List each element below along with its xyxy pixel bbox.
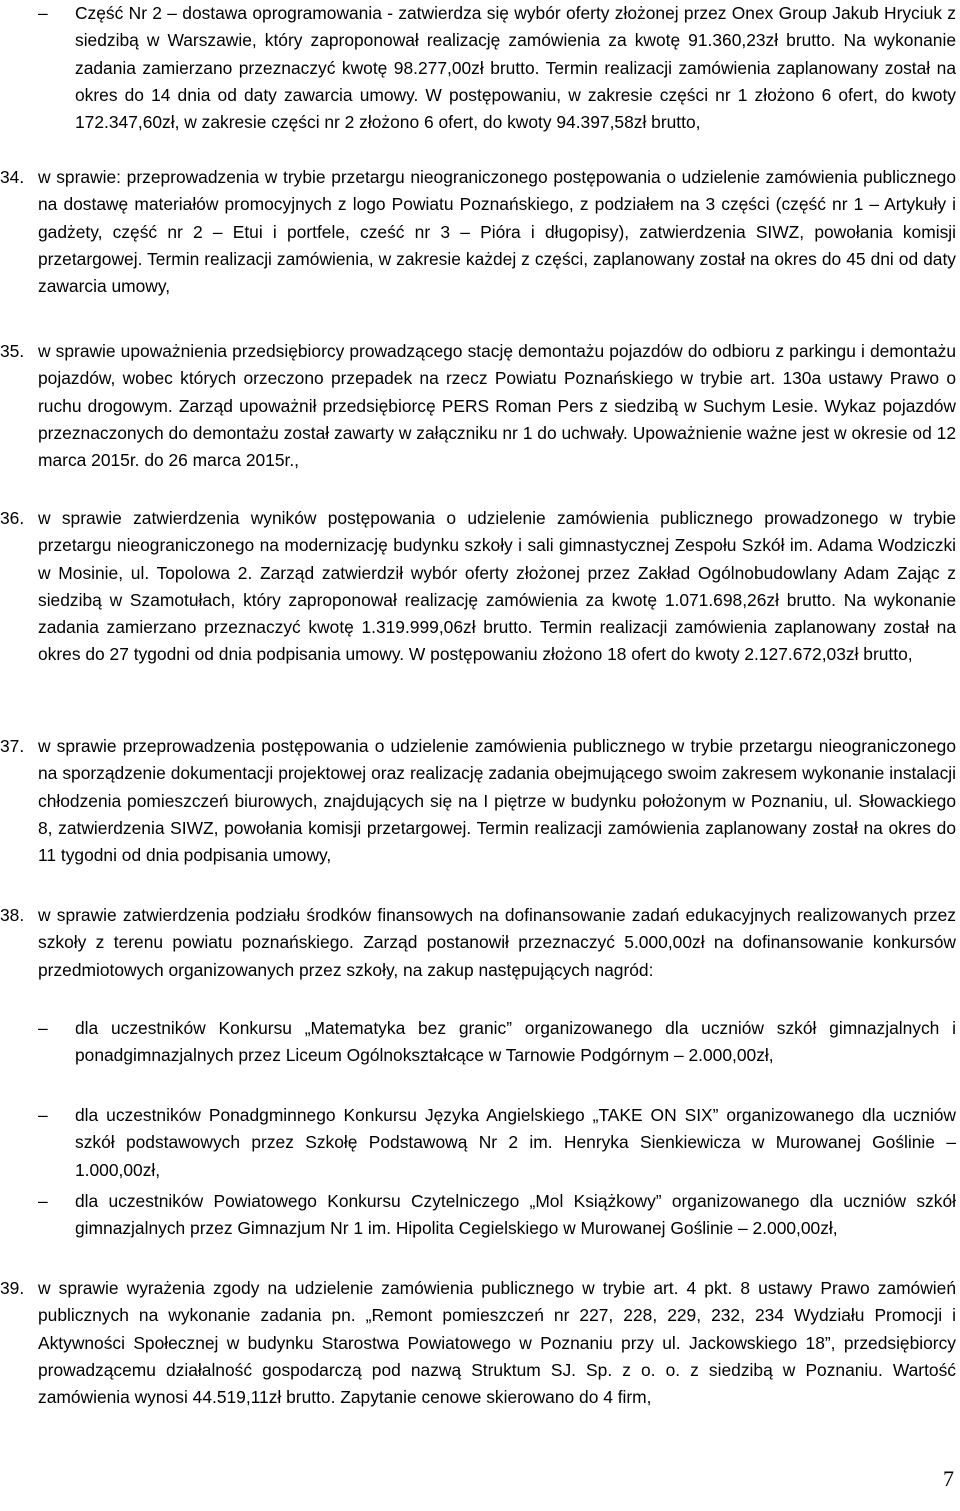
sub-list-item xyxy=(38,1188,956,1243)
item-number: 37. xyxy=(0,736,25,756)
item-text: w sprawie upoważnienia przedsiębiorcy prowadzącego stację demontażu pojazdów do odbioru z parkingu i demontażu pojazdów, wobec których orzeczono przepadek na rzecz Powiatu Poznańskiego w trybie art. 130a ustawy Prawo o ruchu drogowym. Zarząd upoważnił przedsiębiorcę PERS Roman Pers z siedzibą w Suchym Lesie. Wykaz pojazdów przeznaczonych do demontażu został zawarty w załączniku nr 1 do uchwały. Upoważnienie ważne jest w okresie od 12 marca 2015r. do 26 marca 2015r., xyxy=(38,341,956,471)
item-number: 39. xyxy=(0,1278,25,1298)
intro-text: Część Nr 2 – dostawa oprogramowania - zatwierdza się wybór oferty złożonej przez Onex Group Jakub Hryciuk z siedzibą w Warszawie, który zaproponował realizację zamówienia za kwotę 91.360,23zł brutto. Na wykonanie zadania zamierzano przeznaczyć kwotę 98.277,00zł brutto. Termin realizacji zamówienia zaplanowany został na okres do 14 dnia od daty zawarcia umowy. W postępowaniu, w zakresie części nr 1 złożono 6 ofert, do kwoty 172.347,60zł, w zakresie części nr 2 złożono 6 ofert, do kwoty 94.397,58zł brutto, xyxy=(75,3,956,133)
list-item xyxy=(0,1275,956,1411)
sub-dash: – xyxy=(38,1018,48,1038)
item-text: w sprawie: przeprowadzenia w trybie przetargu nieograniczonego postępowania o udzielenie zamówienia publicznego na dostawę materiałów promocyjnych z logo Powiatu Poznańskiego, z podziałem na 3 części (część nr 1 – Artykuły i gadżety, część nr 2 – Etui i portfele, cześć nr 3 – Pióra i długopisy), zatwierdzenia SIWZ, powołania komisji przetargowej. Termin realizacji zamówienia, w zakresie każdej z części, zaplanowany został na okres do 45 dni od daty zawarcia umowy, xyxy=(38,167,956,297)
intro-paragraph xyxy=(38,0,956,136)
page-number: 7 xyxy=(943,1466,954,1491)
sub-text: dla uczestników Ponadgminnego Konkursu Języka Angielskiego „TAKE ON SIX” organizowanego dla uczniów szkół podstawowych przez Szkołę Podstawową Nr 2 im. Henryka Sienkiewicza w Murowanej Goślinie – 1.000,00zł, xyxy=(75,1105,956,1180)
intro-dash: – xyxy=(38,3,48,23)
sub-text: dla uczestników Powiatowego Konkursu Czytelniczego „Mol Książkowy” organizowanego dla uczniów szkół gimnazjalnych przez Gimnazjum Nr 1 im. Hipolita Cegielskiego w Murowanej Goślinie – 2.000,00zł, xyxy=(75,1191,956,1239)
sub-list-item xyxy=(38,1102,956,1184)
list-item xyxy=(0,733,956,869)
item-text: w sprawie wyrażenia zgody na udzielenie zamówienia publicznego w trybie art. 4 pkt. 8 ustawy Prawo zamówień publicznych na wykonanie zadania pn. „Remont pomieszczeń nr 227, 228, 229, 232, 234 Wydziału Promocji i Aktywności Społecznej w budynku Starostwa Powiatowego w Poznaniu przy ul. Jackowskiego 18”, przedsiębiorcy prowadzącemu działalność gospodarczą pod nazwą Struktum SJ. Sp. z o. o. z siedzibą w Poznaniu. Wartość zamówienia wynosi 44.519,11zł brutto. Zapytanie cenowe skierowano do 4 firm, xyxy=(38,1278,956,1408)
item-text: w sprawie przeprowadzenia postępowania o udzielenie zamówienia publicznego w trybie przetargu nieograniczonego na sporządzenie dokumentacji projektowej oraz realizację zadania obejmującego swoim zakresem wykonanie instalacji chłodzenia pomieszczeń biurowych, znajdujących się na I piętrze w budynku położonym w Poznaniu, ul. Słowackiego 8, zatwierdzenia SIWZ, powołania komisji przetargowej. Termin realizacji zamówienia zaplanowany został na okres do 11 tygodni od dnia podpisania umowy, xyxy=(38,736,956,866)
item-number: 36. xyxy=(0,508,25,528)
sub-dash: – xyxy=(38,1191,48,1211)
item-number: 34. xyxy=(0,167,25,187)
sub-list-item xyxy=(38,1015,956,1070)
sub-text: dla uczestników Konkursu „Matematyka bez granic” organizowanego dla uczniów szkół gimnazjalnych i ponadgimnazjalnych przez Liceum Ogólnokształcące w Tarnowie Podgórnym – 2.000,00zł, xyxy=(75,1018,956,1066)
list-item xyxy=(0,164,956,300)
item-number: 38. xyxy=(0,905,25,925)
item-text: w sprawie zatwierdzenia podziału środków finansowych na dofinansowanie zadań edukacyjnych realizowanych przez szkoły z terenu powiatu poznańskiego. Zarząd postanowił przeznaczyć 5.000,00zł na dofinansowanie konkursów przedmiotowych organizowanych przez szkoły, na zakup następujących nagród: xyxy=(38,905,956,980)
list-item xyxy=(0,902,956,984)
item-number: 35. xyxy=(0,341,25,361)
list-item xyxy=(0,338,956,474)
sub-dash: – xyxy=(38,1105,48,1125)
list-item xyxy=(0,505,956,669)
item-text: w sprawie zatwierdzenia wyników postępowania o udzielenie zamówienia publicznego prowadzonego w trybie przetargu nieograniczonego na modernizację budynku szkoły i sali gimnastycznej Zespołu Szkół im. Adama Wodziczki w Mosinie, ul. Topolowa 2. Zarząd zatwierdził wybór oferty złożonej przez Zakład Ogólnobudowlany Adam Zając z siedzibą w Szamotułach, który zaproponował realizację zamówienia za kwotę 1.071.698,26zł brutto. Na wykonanie zadania zamierzano przeznaczyć kwotę 1.319.999,06zł brutto. Termin realizacji zamówienia zaplanowany został na okres do 27 tygodni od dnia podpisania umowy. W postępowaniu złożono 18 ofert do kwoty 2.127.672,03zł brutto, xyxy=(38,508,956,665)
